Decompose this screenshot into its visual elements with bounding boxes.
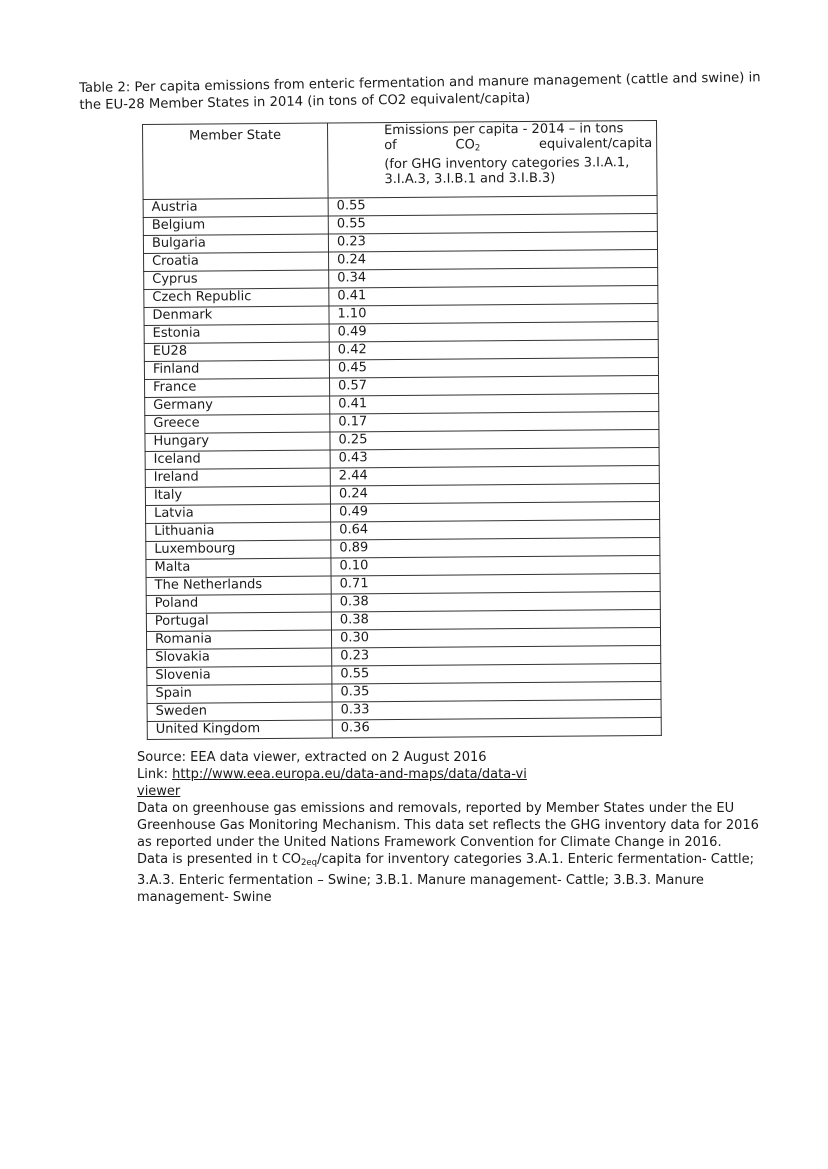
emissions-value-cell: 0.10 [331,555,660,576]
member-state-cell: EU28 [144,342,329,361]
member-state-cell: United Kingdom [147,720,332,739]
emissions-value-cell: 0.17 [330,411,659,432]
link-note [137,766,767,800]
member-state-cell: Germany [145,396,330,415]
emissions-value-cell: 0.55 [328,213,657,234]
member-state-cell: The Netherlands [146,576,331,595]
member-state-cell: Lithuania [146,522,331,541]
emissions-value-cell: 2.44 [330,465,659,486]
emissions-value-cell: 0.41 [330,393,659,414]
emissions-value-cell: 0.57 [330,375,659,396]
member-state-cell: Sweden [147,702,332,721]
member-state-cell: Denmark [144,306,329,325]
member-state-cell: France [145,378,330,397]
units-suffix: /capita for inventory categories 3.A.1. Enteric fermentation- Cattle; 3.A.3. Enteric fermentation – Swine; 3.B.1. Manure management- Cattle; 3.B.3. Manure management- Swine [137,852,755,905]
member-state-cell: Finland [144,360,329,379]
header-emissions-line1: Emissions per capita - 2014 – in tons [384,121,624,139]
emissions-value-cell: 0.64 [331,519,660,540]
member-state-cell: Croatia [144,252,329,271]
emissions-value-cell: 0.33 [332,699,661,720]
emissions-value-cell: 0.23 [332,645,661,666]
member-state-cell: Ireland [145,468,330,487]
member-state-cell: Iceland [145,450,330,469]
member-state-cell: Spain [147,684,332,703]
units-note [137,851,767,906]
description-note: Data on greenhouse gas emissions and removals, reported by Member States under the EU Greenhouse Gas Monitoring Mechanism. This data set reflects the GHG inventory data for 2016 as reported under the United Nations Framework Convention for Climate Change in 2016. [137,801,759,850]
emissions-value-cell: 0.30 [331,627,660,648]
emissions-value-cell: 0.45 [329,357,658,378]
emissions-value-cell: 0.23 [328,231,657,252]
member-state-cell: Hungary [145,432,330,451]
header-emissions-line2 [384,136,652,157]
member-state-cell: Poland [146,594,331,613]
member-state-cell: Slovenia [147,666,332,685]
emissions-value-cell: 0.41 [329,285,658,306]
emissions-value-cell: 0.55 [332,663,661,684]
data-viewer-link-continued[interactable]: viewer [137,784,181,799]
member-state-cell: Latvia [145,504,330,523]
member-state-cell: Bulgaria [143,234,328,253]
header-emissions-of: of [384,138,397,154]
emissions-table-wrapper [142,120,662,740]
emissions-value-cell: 0.42 [329,339,658,360]
header-emissions-line3: (for GHG inventory categories 3.I.A.1, [384,155,630,173]
member-state-cell: Greece [145,414,330,433]
member-state-cell: Austria [143,198,328,217]
emissions-value-cell: 0.43 [330,447,659,468]
notes-section [137,749,767,906]
units-prefix: Data is presented in t CO [137,852,302,867]
table-caption: Table 2: Per capita emissions from enteric fermentation and manure management (cattle and swine) in the EU-28 Member States in 2014 (in tons of CO2 equivalent/capita) [79,70,761,113]
member-state-cell: Slovakia [147,648,332,667]
table-body [143,195,661,739]
emissions-value-cell: 0.89 [331,537,660,558]
member-state-cell: Portugal [146,612,331,631]
header-emissions-co2: $CO_2$ [455,137,481,154]
member-state-cell: Malta [146,558,331,577]
member-state-cell: Estonia [144,324,329,343]
emissions-value-cell: 1.10 [329,303,658,324]
emissions-value-cell: 0.36 [332,717,661,738]
member-state-cell: Romania [146,630,331,649]
header-emissions-line4: 3.I.A.3, 3.I.B.1 and 3.I.B.3) [384,170,556,188]
table-header-row [143,120,658,199]
emissions-table [142,120,662,740]
link-label: Link: [137,767,173,782]
table-row [147,717,661,739]
units-subscript: 2eq [301,858,318,868]
header-emissions [327,120,657,198]
member-state-cell: Czech Republic [144,288,329,307]
header-emissions-unit: equivalent/capita [538,135,653,152]
emissions-value-cell: 0.38 [331,609,660,630]
member-state-cell: Cyprus [144,270,329,289]
header-member-state: Member State [143,123,329,199]
emissions-value-cell: 0.38 [331,591,660,612]
member-state-cell: Belgium [143,216,328,235]
emissions-value-cell: 0.34 [329,267,658,288]
data-viewer-link[interactable]: http://www.eea.europa.eu/data-and-maps/data/data-vi [172,767,527,782]
member-state-cell: Italy [145,486,330,505]
emissions-value-cell: 0.49 [329,321,658,342]
emissions-value-cell: 0.25 [330,429,659,450]
emissions-value-cell: 0.71 [331,573,660,594]
emissions-value-cell: 0.55 [328,195,657,216]
emissions-value-cell: 0.24 [330,483,659,504]
emissions-value-cell: 0.24 [329,249,658,270]
member-state-cell: Luxembourg [146,540,331,559]
emissions-value-cell: 0.49 [330,501,659,522]
emissions-value-cell: 0.35 [332,681,661,702]
source-note: Source: EEA data viewer, extracted on 2 August 2016 [137,750,487,765]
